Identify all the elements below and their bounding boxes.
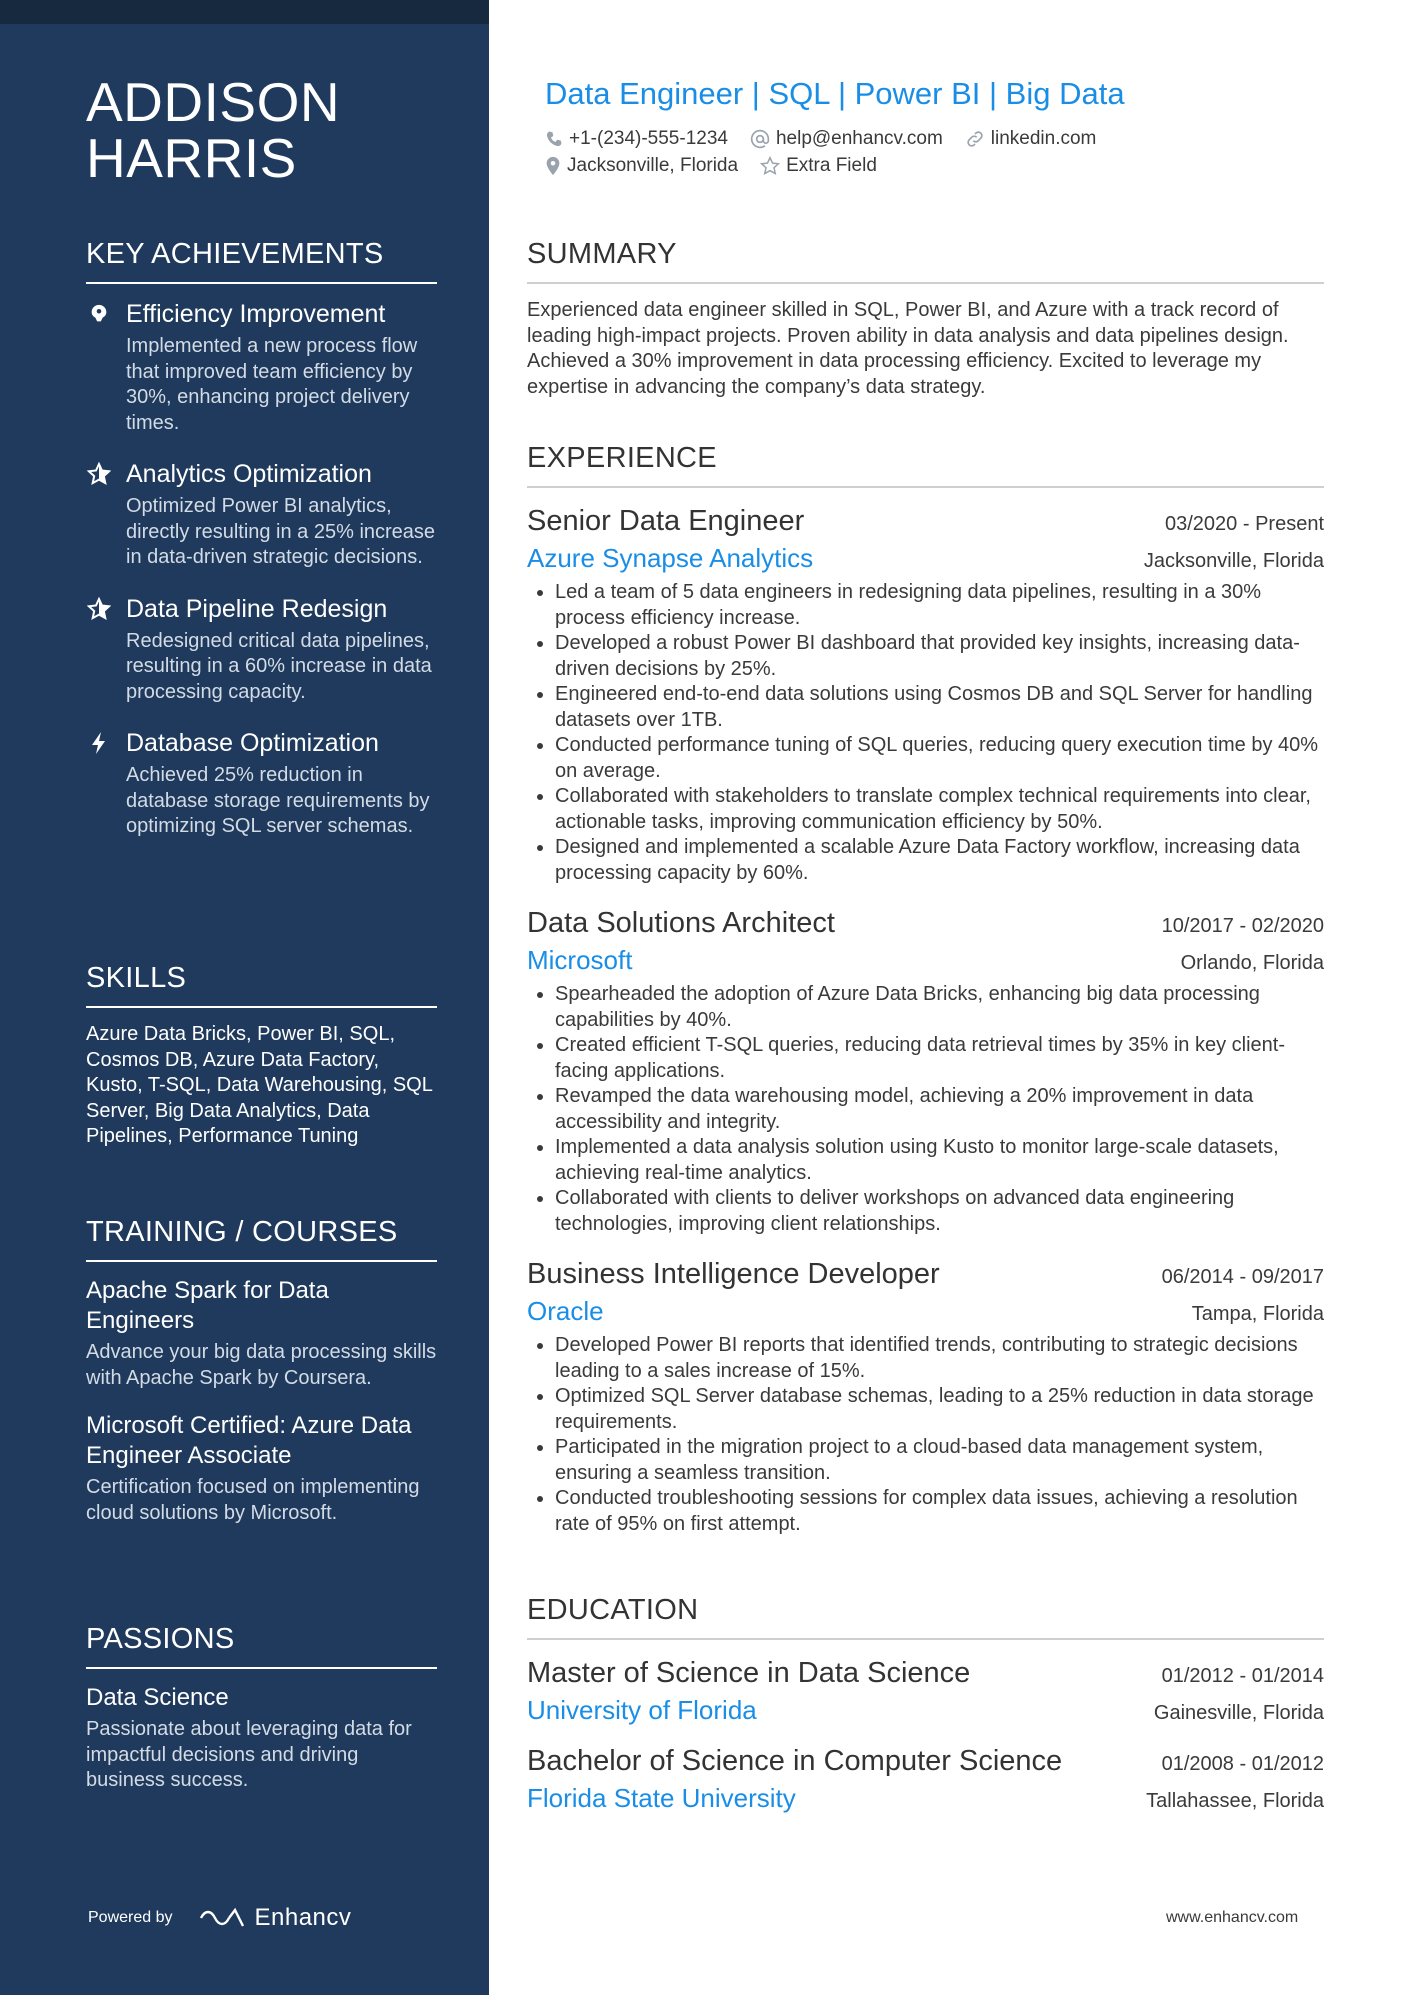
achievement-desc: Redesigned critical data pipelines, resulting in a 60% increase in data processing capacity. <box>126 629 432 703</box>
job-title: Business Intelligence Developer <box>527 1258 940 1290</box>
course-desc: Certification focused on implementing cloud solutions by Microsoft. <box>86 1476 420 1524</box>
training-section <box>86 1214 437 1546</box>
linkedin-text: linkedin.com <box>990 128 1097 149</box>
job-date: 06/2014 - 09/2017 <box>1161 1266 1324 1288</box>
degree-title: Master of Science in Data Science <box>527 1657 971 1689</box>
job-bullet: • Collaborated with stakeholders to translate complex technical requirements into clear, actionable tasks, improving communication efficiency by 50%. <box>555 784 1324 835</box>
job-location: Orlando, Florida <box>1180 952 1324 974</box>
at-icon <box>750 129 770 149</box>
experience-heading: EXPERIENCE <box>527 440 1324 488</box>
extra-field-contact <box>760 155 877 177</box>
lightning-icon <box>86 730 112 756</box>
job-bullet: • Implemented a data analysis solution using Kusto to monitor large-scale datasets, achieving real-time analytics. <box>555 1135 1324 1186</box>
degree-title: Bachelor of Science in Computer Science <box>527 1745 1063 1777</box>
achievement-title: Efficiency Improvement <box>126 300 386 328</box>
rocket-icon <box>86 301 112 327</box>
name-line-first: ADDISON <box>86 71 341 133</box>
school-name: Florida State University <box>527 1783 796 1813</box>
contact-row-2 <box>545 155 899 177</box>
email-contact[interactable] <box>750 128 943 150</box>
job-date: 03/2020 - Present <box>1165 513 1324 535</box>
summary-section <box>527 236 1324 400</box>
school-location: Gainesville, Florida <box>1153 1702 1324 1724</box>
job-bullet: • Developed Power BI reports that identified trends, contributing to strategic decisions leading to a sales increase of 15%. <box>555 1333 1324 1384</box>
star-outline-icon <box>760 156 780 176</box>
passion-desc: Passionate about leveraging data for impactful decisions and driving business success. <box>86 1718 412 1791</box>
achievement-title: Database Optimization <box>126 729 379 757</box>
education-entry <box>527 1742 1324 1816</box>
job-entry <box>527 1255 1324 1537</box>
key-achievements-section <box>86 236 437 862</box>
course-title: Apache Spark for Data Engineers <box>86 1277 329 1334</box>
location-contact <box>545 155 738 177</box>
job-bullet: • Collaborated with clients to deliver workshops on advanced data engineering technologies, improving client relationships. <box>555 1186 1324 1237</box>
enhancv-logo-icon <box>199 1906 245 1930</box>
job-company: Azure Synapse Analytics <box>527 543 814 573</box>
job-bullet: • Developed a robust Power BI dashboard that provided key insights, increasing data-driven decisions by 25%. <box>555 631 1324 682</box>
job-bullet: • Engineered end-to-end data solutions using Cosmos DB and SQL Server for handling datasets over 1TB. <box>555 682 1324 733</box>
course-desc: Advance your big data processing skills with Apache Spark by Coursera. <box>86 1341 437 1389</box>
job-company: Microsoft <box>527 945 633 975</box>
powered-by-label: Powered by <box>88 1909 173 1926</box>
phone-icon <box>545 130 563 148</box>
job-entry <box>527 502 1324 886</box>
link-icon <box>965 129 985 149</box>
job-bullet: • Designed and implemented a scalable Azure Data Factory workflow, increasing data processing capacity by 60%. <box>555 835 1324 886</box>
job-bullets <box>527 1333 1324 1537</box>
job-bullet: • Participated in the migration project to a cloud-based data management system, ensuring a seamless transition. <box>555 1435 1324 1486</box>
linkedin-contact[interactable] <box>965 128 1097 150</box>
key-achievements-heading: KEY ACHIEVEMENTS <box>86 236 437 284</box>
passions-heading: PASSIONS <box>86 1621 437 1669</box>
achievement-item <box>86 298 437 436</box>
course-title: Microsoft Certified: Azure Data Engineer Associate <box>86 1412 412 1469</box>
education-entry <box>527 1654 1324 1728</box>
enhancv-brand-text: Enhancv <box>254 1904 352 1931</box>
achievement-item <box>86 727 437 840</box>
passion-item <box>86 1683 437 1794</box>
experience-section <box>527 440 1324 1555</box>
achievement-desc: Optimized Power BI analytics, directly resulting in a 25% increase in data-driven strategic decisions. <box>126 495 436 568</box>
job-location: Jacksonville, Florida <box>1143 550 1324 572</box>
school-name: University of Florida <box>527 1695 757 1725</box>
achievement-item <box>86 458 437 571</box>
extra-field-text: Extra Field <box>786 155 877 176</box>
job-bullet: • Spearheaded the adoption of Azure Data Bricks, enhancing big data processing capabilities by 40%. <box>555 982 1324 1033</box>
job-title: Senior Data Engineer <box>527 505 805 537</box>
passions-section <box>86 1621 437 1814</box>
name-line-last: HARRIS <box>86 127 297 189</box>
sidebar <box>0 0 489 1995</box>
job-bullet: • Led a team of 5 data engineers in redesigning data pipelines, resulting in a 30% process efficiency increase. <box>555 580 1324 631</box>
job-location: Tampa, Florida <box>1191 1303 1324 1325</box>
location-text: Jacksonville, Florida <box>567 155 739 176</box>
phone-contact[interactable] <box>545 128 728 150</box>
summary-heading: SUMMARY <box>527 236 1324 284</box>
skills-list: Azure Data Bricks, Power BI, SQL, Cosmos DB, Azure Data Factory, Kusto, T-SQL, Data Warehousing, SQL Server, Big Data Analytics, Data Pipelines, Performance Tuning <box>86 1023 433 1147</box>
star-icon <box>86 596 112 622</box>
job-company: Oracle <box>527 1296 604 1326</box>
star-icon <box>86 461 112 487</box>
achievement-title: Data Pipeline Redesign <box>126 594 388 623</box>
job-bullet: • Revamped the data warehousing model, achieving a 20% improvement in data accessibility and integrity. <box>555 1084 1324 1135</box>
job-title: Data Solutions Architect <box>527 907 835 939</box>
school-location: Tallahassee, Florida <box>1146 1790 1324 1812</box>
achievement-desc: Implemented a new process flow that improved team efficiency by 30%, enhancing project delivery times. <box>126 335 418 434</box>
contact-row-1 <box>545 128 1118 150</box>
education-heading: EDUCATION <box>527 1592 1324 1640</box>
passion-title: Data Science <box>86 1684 229 1711</box>
headline: Data Engineer | SQL | Power BI | Big Data <box>545 76 1125 111</box>
phone-text: +1-(234)-555-1234 <box>569 128 728 149</box>
job-bullet: • Optimized SQL Server database schemas, leading to a 25% reduction in data storage requirements. <box>555 1384 1324 1435</box>
candidate-name <box>86 71 466 189</box>
location-pin-icon <box>545 156 561 176</box>
skills-section <box>86 960 437 1150</box>
skills-heading: SKILLS <box>86 960 437 1008</box>
course-item <box>86 1276 437 1391</box>
email-text: help@enhancv.com <box>775 128 943 149</box>
summary-text: Experienced data engineer skilled in SQL, Power BI, and Azure with a track record of leading high-impact projects. Proven ability in data analysis and data pipelines design. Achieved a 30% improvement in data processing efficiency. Excited to leverage my expertise in advancing the company’s data strategy. <box>527 299 1289 398</box>
course-item <box>86 1411 437 1526</box>
job-bullets <box>527 982 1324 1237</box>
job-bullets <box>527 580 1324 886</box>
training-heading: TRAINING / COURSES <box>86 1214 437 1262</box>
sidebar-top-bar <box>0 0 489 24</box>
footer-url-link[interactable]: www.enhancv.com <box>1166 1909 1299 1926</box>
job-bullet: • Created efficient T-SQL queries, reducing data retrieval times by 35% in key client-facing applications. <box>555 1033 1324 1084</box>
job-bullet: • Conducted performance tuning of SQL queries, reducing query execution time by 40% on average. <box>555 733 1324 784</box>
achievement-title: Analytics Optimization <box>126 460 372 488</box>
education-date: 01/2012 - 01/2014 <box>1161 1665 1324 1687</box>
education-section <box>527 1592 1324 1830</box>
job-bullet: • Conducted troubleshooting sessions for complex data issues, achieving a resolution rate of 95% on first attempt. <box>555 1486 1324 1537</box>
powered-by <box>88 1904 351 1932</box>
achievement-desc: Achieved 25% reduction in database storage requirements by optimizing SQL server schemas. <box>126 764 430 837</box>
achievement-item <box>86 593 437 706</box>
job-date: 10/2017 - 02/2020 <box>1161 915 1324 937</box>
enhancv-logo[interactable] <box>199 1904 352 1932</box>
job-entry <box>527 904 1324 1237</box>
education-date: 01/2008 - 01/2012 <box>1161 1753 1324 1775</box>
